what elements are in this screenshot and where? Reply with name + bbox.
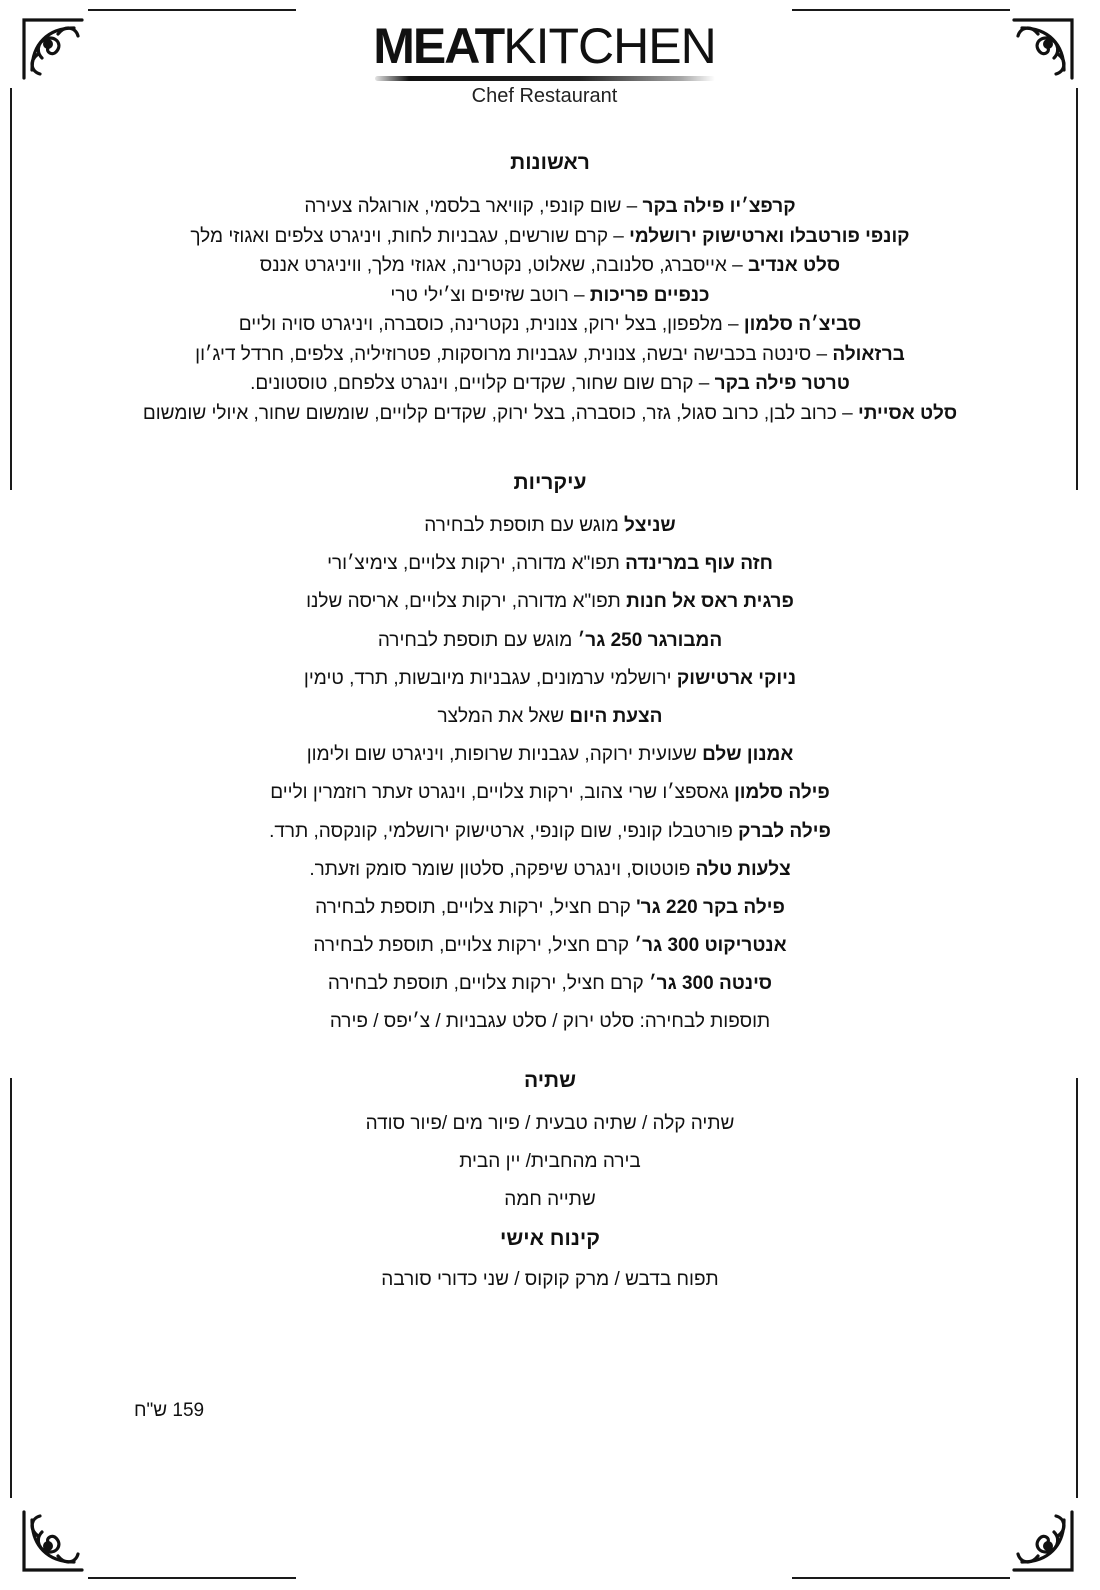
logo-meat: MEAT	[373, 18, 504, 74]
drinks-list	[120, 1110, 980, 1214]
item-name: המבורגר 250 גר׳	[577, 629, 723, 651]
frame-right-top	[1076, 88, 1078, 490]
list-item	[120, 588, 980, 616]
list-item	[120, 310, 980, 340]
item-name: שניצל	[624, 515, 676, 536]
starters-title: ראשונות	[510, 151, 590, 174]
list-item	[120, 970, 980, 998]
item-desc: תפו"א מדורה, ירקות צלויים, צימיצ׳ורי	[327, 553, 626, 575]
item-desc: – רוטב שזיפים וצ׳ילי טרי	[390, 284, 590, 306]
menu-content	[120, 148, 980, 1304]
item-name: הצעת היום	[569, 705, 663, 727]
item-name: כנפיים פריכות	[589, 284, 710, 306]
item-name: טרטר פילה בקר	[714, 373, 850, 394]
mains-list	[120, 512, 980, 1036]
item-name: חזה עוף במרינדה	[625, 553, 773, 575]
item-name: סלט אנדיב	[747, 255, 841, 276]
corner-ornament-icon	[18, 14, 88, 84]
item-desc: קרם חציל, ירקות צלויים, תוספת לבחירה	[327, 973, 649, 995]
corner-ornament-icon	[18, 1506, 88, 1576]
mains-title: עיקריות	[513, 471, 587, 494]
item-name: פילה לברק	[738, 820, 831, 842]
item-name: סינטה 300 גר׳	[648, 973, 773, 995]
item-name: פילה סלמון	[734, 782, 830, 804]
item-desc: ירושלמי ערמונים, עגבניות מיובשות, תרד, טימין	[303, 667, 677, 689]
item-desc: שאל את המלצר	[437, 705, 570, 727]
item-desc: קרם חציל, ירקות צלויים, תוספת לבחירה	[315, 896, 637, 918]
list-item: שתייה חמה	[504, 1189, 596, 1211]
item-desc: שעועית ירוקה, עגבניות שרופות, ויניגרט שום ולימון	[306, 744, 703, 766]
list-item	[120, 779, 980, 807]
list-item	[120, 703, 980, 731]
item-desc: – אייסברג, סלנובה, שאלוט, נקטרינה, אגוזי מלך, וויניגרט אננס	[259, 255, 748, 276]
item-name: פרגית ראס אל חנות	[626, 591, 794, 613]
starters-list	[120, 192, 980, 428]
item-name: ניוקי ארטישוק	[676, 667, 797, 689]
list-item	[120, 856, 980, 884]
dessert-line: תפוח בדבש / מרק קוקוס / שני כדורי סורבה	[381, 1269, 719, 1291]
item-name: צלעות טלה	[695, 858, 791, 880]
item-name: ברזאולה	[832, 343, 905, 365]
list-item	[120, 932, 980, 960]
item-desc: – שום קונפי, קוויאר בלסמי, אורוגלה צעירה	[304, 196, 643, 217]
item-desc: קרם חציל, ירקות צלויים, תוספת לבחירה	[313, 935, 635, 957]
frame-right-bottom	[1076, 1078, 1078, 1498]
item-name: אנטריקוט 300 גר׳	[634, 935, 787, 957]
logo-brush-stroke	[375, 76, 715, 81]
list-item	[120, 399, 980, 429]
item-name: פילה בקר 220 גר'	[636, 896, 785, 918]
item-desc: גאספצ׳ו שרי צהוב, ירקות צלויים, וינגרט זעתר רוזמרין וליים	[270, 782, 735, 804]
item-desc: – מלפפון, בצל ירוק, צנונית, נקטרינה, כוסברה, ויניגרט סויה וליים	[238, 314, 744, 335]
item-desc: פוטטוס, וינגרט שיפקה, סלטון שומר סומק וזעתר.	[309, 858, 696, 880]
item-name: סביצ׳ה סלמון	[743, 314, 862, 335]
list-item	[120, 741, 980, 769]
item-desc: פורטבלו קונפי, שום קונפי, ארטישוק ירושלמי, קונקסה, תרד.	[269, 820, 739, 842]
dessert-title: קינוח אישי	[500, 1227, 600, 1251]
corner-ornament-icon	[1008, 14, 1078, 84]
item-desc: מוגש עם תוספת לבחירה	[424, 515, 625, 536]
item-name: אמנון שלם	[702, 744, 794, 766]
item-desc: – קרם שום שחור, שקדים קלויים, וינגרט צלפחם, טוסטונים.	[250, 373, 715, 394]
menu-price: 159 ש"ח	[134, 1400, 205, 1421]
item-desc: – סינטה בכבישה יבשה, צנונית, עגבניות מרוסקות, פטרוזיליה, צלפים, חרדל דיג׳ון	[195, 343, 833, 365]
item-name: קונפי פורטבלו וארטישוק ירושלמי	[629, 225, 910, 247]
restaurant-logo	[372, 18, 717, 110]
list-item: בירה מהחבית/ יין הבית	[459, 1151, 641, 1173]
list-item	[120, 512, 980, 540]
list-item: שתיה קלה / שתיה טבעית / פיור מים /פיור סודה	[365, 1113, 735, 1135]
list-item	[120, 665, 980, 693]
frame-top-right	[792, 9, 1010, 11]
item-desc: – קרם שורשים, עגבניות לחות, ויניגרט צלפים ואגוזי מלך	[190, 225, 630, 247]
item-name: קרפצ׳יו פילה בקר	[642, 196, 796, 217]
frame-top-left	[88, 9, 296, 11]
corner-ornament-icon	[1008, 1506, 1078, 1576]
frame-left-bottom	[10, 1078, 12, 1498]
frame-bottom-left	[88, 1577, 296, 1579]
frame-left-top	[10, 88, 12, 490]
sides-line: תוספות לבחירה: סלט ירוק / סלט עגבניות / צ׳יפס / פירה	[329, 1011, 771, 1033]
list-item	[120, 222, 980, 252]
item-name: סלט אסייתי	[858, 402, 958, 424]
list-item	[120, 894, 980, 922]
item-desc: תפו"א מדורה, ירקות צלויים, אריסה שלנו	[306, 591, 627, 613]
logo-tagline: Chef Restaurant	[471, 85, 618, 107]
drinks-title: שתיה	[523, 1069, 577, 1093]
item-desc: – כרוב לבן, כרוב סגול, גזר, כוסברה, בצל ירוק, שקדים קלויים, שומשום שחור, איולי שומשום	[142, 402, 858, 424]
list-item	[120, 627, 980, 655]
list-item	[120, 192, 980, 222]
frame-bottom-right	[792, 1577, 1010, 1579]
logo-wordmark	[372, 18, 717, 74]
list-item	[120, 251, 980, 281]
list-item	[120, 281, 980, 311]
list-item	[120, 369, 980, 399]
logo-kitchen: KITCHEN	[503, 18, 716, 74]
list-item	[120, 818, 980, 846]
list-item	[120, 340, 980, 370]
item-desc: מוגש עם תוספת לבחירה	[377, 629, 578, 651]
list-item	[120, 550, 980, 578]
